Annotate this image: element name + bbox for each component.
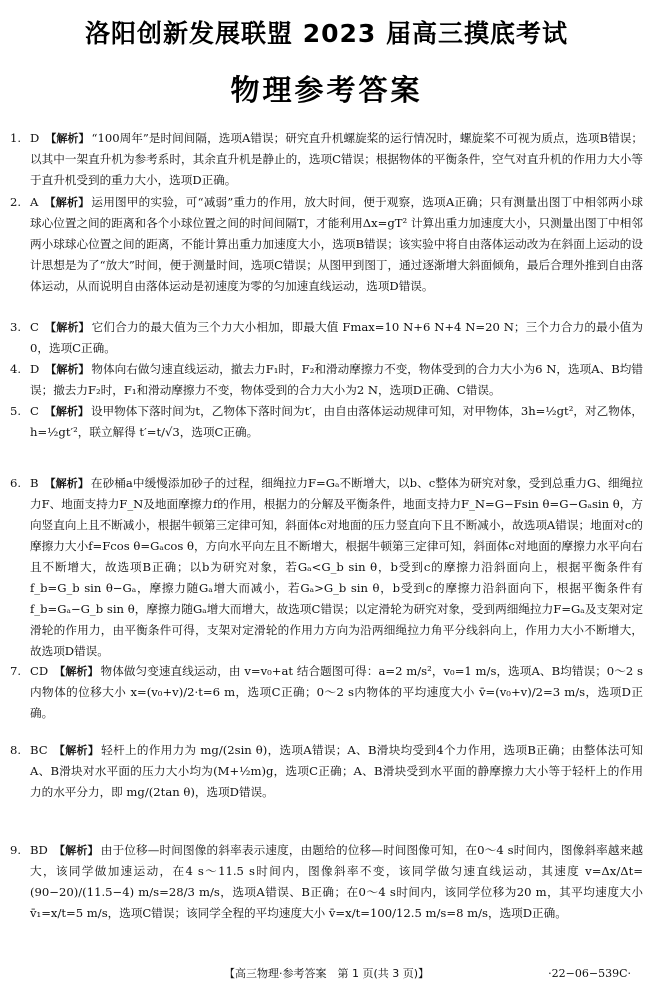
analysis-tag: 【解析】: [44, 405, 89, 418]
answer-item-3: [10, 317, 643, 359]
answer-item-4: [10, 359, 643, 401]
item-answer: A: [30, 195, 39, 209]
item-text: 设甲物体下落时间为t，乙物体下落时间为t′，由自由落体运动规律可知，对甲物体，3h=½gt²，对乙物体，h=½gt′²，联立解得 t′=t/√3，选项C正确。: [30, 404, 643, 439]
page-footer: [0, 965, 653, 983]
item-answer: BD: [30, 843, 48, 857]
answer-item-7: [10, 661, 643, 724]
item-answer: CD: [30, 664, 49, 678]
item-number: 4.: [10, 362, 22, 376]
answer-item-6: [10, 473, 643, 662]
answer-item-9: [10, 840, 643, 924]
analysis-tag: 【解析】: [44, 196, 90, 209]
answer-item-8: [10, 740, 643, 803]
exam-title: 洛阳创新发展联盟 2023 届高三摸底考试: [85, 19, 568, 48]
analysis-tag: 【解析】: [44, 321, 90, 334]
item-number: 1.: [10, 131, 22, 145]
item-number: 2.: [10, 195, 22, 209]
item-text: 它们合力的最大值为三个力大小相加，即最大值 Fmax=10 N+6 N+4 N=20 N；三个力合力的最小值为0，选项C正确。: [30, 320, 643, 355]
item-number: 7.: [10, 664, 22, 678]
analysis-tag: 【解析】: [44, 477, 89, 490]
answer-item-2: [10, 192, 643, 297]
item-answer: D: [30, 362, 40, 376]
item-answer: C: [30, 404, 39, 418]
footer-text: 【高三物理·参考答案 第 1 页(共 3 页)】: [223, 967, 430, 980]
item-text: “100周年”是时间间隔，选项A错误；研究直升机螺旋桨的运行情况时，螺旋桨不可视为质点，选项B错误；以其中一架直升机为参考系时，其余直升机是静止的，选项C错误；根据物体的平衡条件，空气对直升机的作用力大小等于直升机受到的重力大小，选项D正确。: [30, 131, 643, 187]
item-text: 运用图甲的实验，可“减弱”重力的作用，放大时间，便于观察，选项A正确；只有测量出图丁中相邻两小球球心位置之间的距离和各个小球位置之间的时间间隔T，才能利用Δx=gT² 计算出重力加速度大小，只测量出图丁中相邻两小球球心位置之间的距离，不能计算出重力加速度大小，选项B错误；该实验中将自由落体运动改为在斜面上运动的设计思想是为了“放大”时间，便于测量时间，选项C错误；从图甲到图丁，通过逐渐增大斜面倾角，最后合理外推到自由落体运动，从而说明自由落体运动是初速度为零的匀加速直线运动，选项D错误。: [30, 195, 644, 293]
analysis-tag: 【解析】: [45, 132, 90, 145]
answer-item-5: [10, 401, 643, 443]
analysis-tag: 【解析】: [53, 844, 99, 857]
item-answer: D: [30, 131, 40, 145]
answer-item-1: [10, 128, 643, 191]
page-title: 物理参考答案: [230, 73, 423, 107]
item-number: 5.: [10, 404, 22, 418]
document-code: ·22−06−539C·: [548, 967, 631, 980]
analysis-tag: 【解析】: [54, 665, 99, 678]
item-answer: C: [30, 320, 39, 334]
analysis-tag: 【解析】: [53, 744, 100, 757]
item-text: 轻杆上的作用力为 mg/(2sin θ)，选项A错误；A、B滑块均受到4个力作用，选项B正确；由整体法可知A、B滑块对水平面的压力大小均为(M+½m)g，选项C正确；A、B滑块受到水平面的静摩擦力大小等于轻杆上的作用力的水平分力，即 mg/(2tan θ)，选项D错误。: [30, 743, 643, 799]
item-number: 3.: [10, 320, 22, 334]
item-answer: B: [30, 476, 39, 490]
item-text: 物体向右做匀速直线运动，撤去力F₁时，F₂和滑动摩擦力不变，物体受到的合力大小为6 N，选项A、B均错误；撤去力F₂时，F₁和滑动摩擦力不变，物体受到的合力大小为2 N，选项D正确、C错误。: [30, 362, 643, 397]
item-number: 6.: [10, 476, 22, 490]
analysis-tag: 【解析】: [45, 363, 90, 376]
item-text: 在砂桶a中缓慢添加砂子的过程，细绳拉力F=Gₐ不断增大，以b、c整体为研究对象，受到总重力G、细绳拉力F、地面支持力F_N及地面摩擦力f的作用，根据力的分解及平衡条件，地面支持力F_N=G−Fsin θ=G−Gₐsin θ，方向竖直向上且不断减小，根据牛顿第三定律可知，斜面体c对地面的压力竖直向下且不断减小，故选项A错误；地面对c的摩擦力大小f=Fcos θ=Gₐcos θ，方向水平向左且不断增大，根据牛顿第三定律可知，斜面体c对地面的摩擦力水平向右且不断增大，故选项B正确；以b为研究对象，若Gₐ<G_b sin θ，b受到c的摩擦力沿斜面向上，根据平衡条件有 f_b=G_b sin θ−Gₐ，摩擦力随Gₐ增大而减小，若Gₐ>G_b sin θ，b受到c的摩擦力沿斜面向下，根据平衡条件有 f_b=Gₐ−G_b sin θ，摩擦力随Gₐ增大而增大，故选项C错误；以定滑轮为研究对象，受到两细绳拉力F=Gₐ及支架对定滑轮的作用力，由平衡条件可得，支架对定滑轮的作用力方向为沿两细绳拉力角平分线斜向上，作用力大小不断增大，故选项D错误。: [30, 476, 643, 658]
item-answer: BC: [30, 743, 48, 757]
item-number: 8.: [10, 743, 22, 757]
item-text: 物体做匀变速直线运动，由 v=v₀+at 结合题图可得：a=2 m/s²，v₀=1 m/s，选项A、B均错误；0～2 s内物体的位移大小 x=(v₀+v)/2·t=6 m，选项C正确；0～2 s内物体的平均速度大小 v̄=(v₀+v)/2=3 m/s，选项D正确。: [30, 664, 643, 720]
item-number: 9.: [10, 843, 22, 857]
item-text: 由于位移—时间图像的斜率表示速度，由题给的位移—时间图像可知，在0～4 s时间内，图像斜率越来越大，该同学做加速运动，在4 s～11.5 s时间内，图像斜率不变，该同学做匀速直线运动，其速度 v=Δx/Δt=(90−20)/(11.5−4) m/s=28/3 m/s，选项A错误、B正确；在0～4 s时间内，该同学位移为20 m，其平均速度大小 v̄₁=x/t=5 m/s，选项C错误；该同学全程的平均速度大小 v̄=x/t=100/12.5 m/s=8 m/s，选项D正确。: [30, 843, 643, 920]
